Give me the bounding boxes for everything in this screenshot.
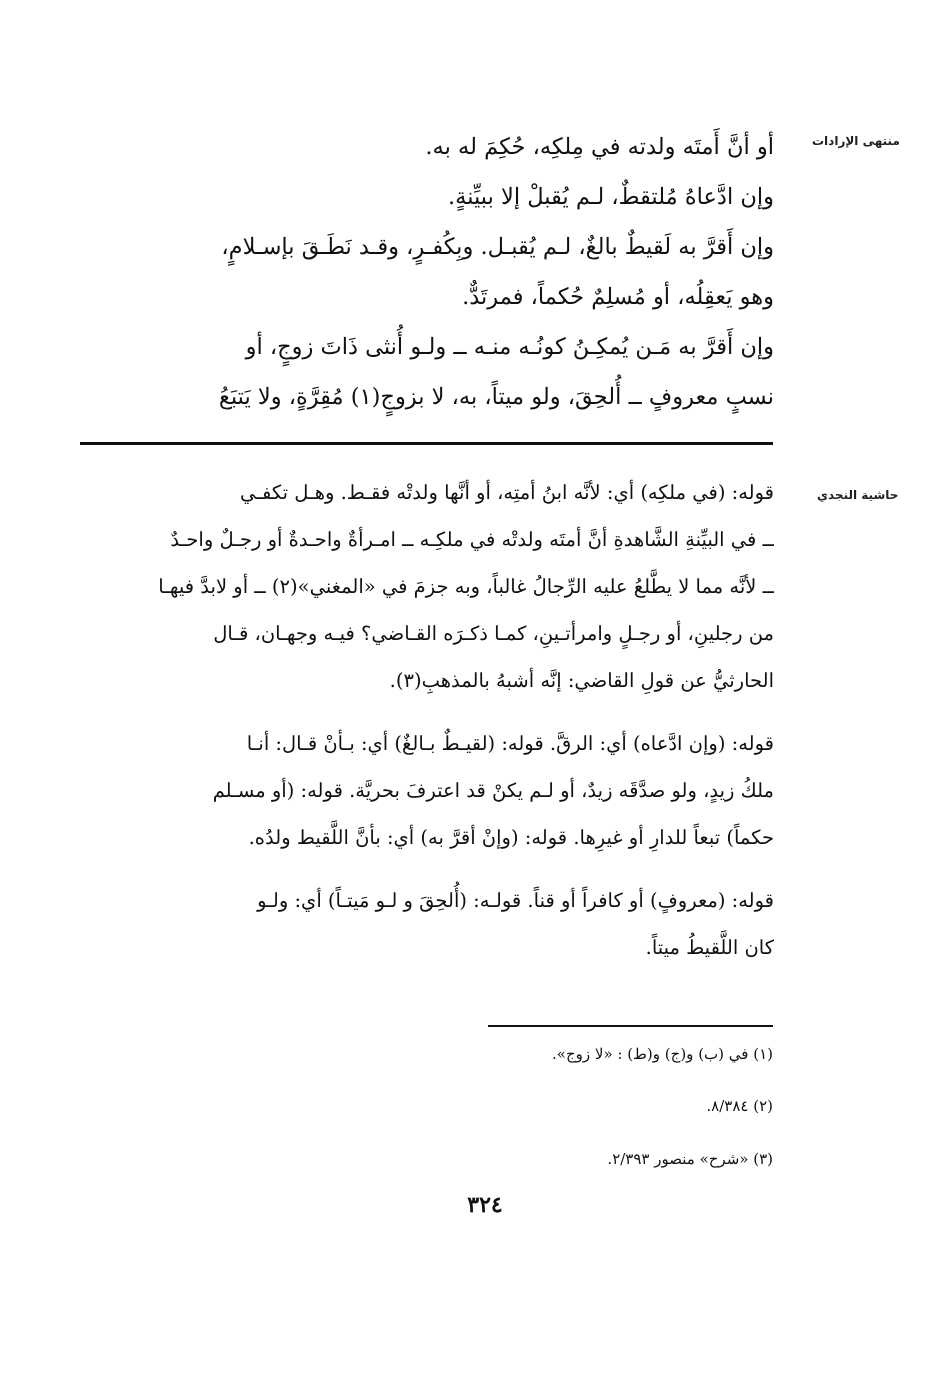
hashiya-line: حكماً) تبعاً للدارِ أو غيرِها. قوله: (وإنْ أقرَّ به) أي: بأنَّ اللَّقيط ولدُه.	[248, 826, 774, 849]
footnote-1: (١) في (ب) و(ج) و(ط) : «لا زوج».	[552, 1045, 773, 1063]
hashiya-line: قوله: (وإن ادَّعاه) أي: الرقَّ. قوله: (لقيـطٌ بـالغٌ) أي: بـأنْ قـال: أنـا	[246, 732, 774, 755]
page-number: ٣٢٤	[467, 1192, 503, 1218]
hashiya-line: ــ لأنَّه مما لا يطَّلعُ عليه الرِّجالُ غالباً، وبه جزمَ في «المغني»(٢) ــ أو لابدَّ فيهـا	[158, 575, 774, 598]
footnote-divider	[488, 1025, 773, 1027]
matn-line: وإن أَقرَّ به مَـن يُمكِـنُ كونُـه منـه ــ ولـو أُنثى ذَاتَ زوجٍ، أو	[245, 334, 774, 360]
matn-line: أو أنَّ أَمتَه ولدته في مِلكِه، حُكِمَ له به.	[425, 134, 774, 160]
main-divider	[80, 442, 773, 445]
matn-line: وإن ادَّعاهُ مُلتقطٌ، لـم يُقبلْ إلا ببيِّنةٍ.	[447, 184, 774, 210]
footnote-3: (٣) «شرح» منصور ٢/٣٩٣.	[607, 1150, 773, 1168]
matn-line: وهو يَعقِلُه، أو مُسلِمٌ حُكماً، فمرتَدٌّ.	[462, 284, 774, 310]
paragraph-gap	[78, 861, 774, 877]
hashiya-text-block	[78, 469, 774, 971]
matn-text-block	[78, 122, 774, 422]
hashiya-line: كان اللَّقيطُ ميتاً.	[645, 936, 774, 959]
paragraph-gap	[78, 704, 774, 720]
matn-line: وإن أَقرَّ به لَقيطٌ بالغٌ، لـم يُقبـل. وبِكُفـرٍ، وقـد نَطَـقَ بإسـلامٍ،	[221, 234, 774, 260]
footnote-2: (٢) ٨/٣٨٤.	[706, 1097, 773, 1115]
matn-line: نسبٍ معروفٍ ــ أُلحِقَ، ولو ميتاً، به، لا بزوجٍ(١) مُقِرَّةٍ، ولا يَتبَعُ	[218, 384, 774, 410]
hashiya-line: قوله: (في ملكِه) أي: لأنَّه ابنُ أمتِه، أو أنَّها ولدتْه فقـط. وهـل تكفـي	[240, 481, 774, 504]
side-label-hashiya: حاشية النجدي	[817, 488, 899, 502]
hashiya-line: ملكُ زيدٍ، ولو صدَّقَه زيدٌ، أو لـم يكنْ قد اعترفَ بحريَّة. قوله: (أو مسـلم	[212, 779, 774, 802]
side-label-matn: منتهى الإرادات	[812, 134, 900, 148]
hashiya-line: من رجلينِ، أو رجـلٍ وامرأتـينِ، كمـا ذكـرَه القـاضي؟ فيـه وجهـان، قـال	[213, 622, 774, 645]
hashiya-line: ــ في البيِّنةِ الشَّاهدةِ أنَّ أمتَه ولدتْه في ملكِـه ــ امـرأةٌ واحـدةٌ أو رجـلٌ واحـدٌ	[170, 528, 774, 551]
hashiya-line: قوله: (معروفٍ) أو كافراً أو قناً. قولـه: (أُلحِقَ و لـو مَيتـاً) أي: ولـو	[257, 889, 774, 912]
hashiya-line: الحارثيُّ عن قولِ القاضي: إنَّه أشبهُ بالمذهبِ(٣).	[389, 669, 774, 692]
